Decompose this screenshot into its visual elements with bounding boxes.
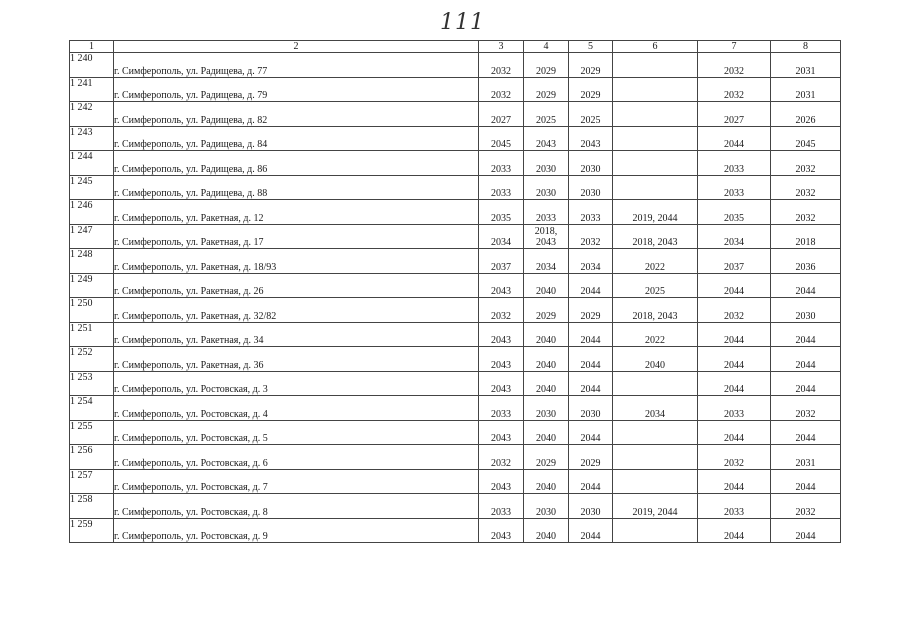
col4-cell: 2030 (524, 151, 569, 176)
row-number: 1 255 (70, 420, 114, 445)
address-cell: г. Симферополь, ул. Ростовская, д. 4 (114, 396, 479, 421)
col3-cell: 2043 (479, 518, 524, 543)
table-row (70, 77, 841, 102)
col8-cell: 2044 (771, 371, 841, 396)
table-row (70, 445, 841, 470)
row-number: 1 250 (70, 298, 114, 323)
col7-cell: 2044 (698, 371, 771, 396)
col8-cell: 2044 (771, 347, 841, 372)
col5-cell: 2025 (569, 102, 613, 127)
col8-cell: 2044 (771, 273, 841, 298)
col6-cell: 2019, 2044 (613, 200, 698, 225)
col3-cell: 2043 (479, 347, 524, 372)
row-number: 1 243 (70, 126, 114, 151)
col4-cell: 2018, 2043 (524, 224, 569, 249)
column-header: 3 (479, 41, 524, 53)
col4-cell: 2030 (524, 396, 569, 421)
table-row (70, 518, 841, 543)
table-row (70, 200, 841, 225)
col5-cell: 2030 (569, 175, 613, 200)
table-row (70, 494, 841, 519)
col4-cell: 2033 (524, 200, 569, 225)
col5-cell: 2044 (569, 420, 613, 445)
row-number: 1 248 (70, 249, 114, 274)
col7-cell: 2032 (698, 445, 771, 470)
table-row (70, 371, 841, 396)
address-cell: г. Симферополь, ул. Радищева, д. 84 (114, 126, 479, 151)
table-row (70, 126, 841, 151)
col5-cell: 2033 (569, 200, 613, 225)
col3-cell: 2043 (479, 371, 524, 396)
col7-cell: 2033 (698, 151, 771, 176)
column-header: 2 (114, 41, 479, 53)
col5-cell: 2030 (569, 494, 613, 519)
col8-cell: 2018 (771, 224, 841, 249)
col6-cell: 2022 (613, 322, 698, 347)
row-number: 1 241 (70, 77, 114, 102)
row-number: 1 240 (70, 53, 114, 78)
address-cell: г. Симферополь, ул. Ракетная, д. 32/82 (114, 298, 479, 323)
col3-cell: 2035 (479, 200, 524, 225)
row-number: 1 252 (70, 347, 114, 372)
col3-cell: 2032 (479, 298, 524, 323)
address-cell: г. Симферополь, ул. Радищева, д. 82 (114, 102, 479, 127)
col6-cell (613, 420, 698, 445)
table-row (70, 53, 841, 78)
column-header: 7 (698, 41, 771, 53)
row-number: 1 242 (70, 102, 114, 127)
col6-cell: 2018, 2043 (613, 298, 698, 323)
col6-cell (613, 126, 698, 151)
col5-cell: 2044 (569, 371, 613, 396)
col8-cell: 2031 (771, 445, 841, 470)
col5-cell: 2029 (569, 298, 613, 323)
col8-cell: 2044 (771, 518, 841, 543)
table-row (70, 298, 841, 323)
page-number: 111 (440, 10, 485, 35)
col8-cell: 2036 (771, 249, 841, 274)
col3-cell: 2043 (479, 322, 524, 347)
row-number: 1 259 (70, 518, 114, 543)
address-cell: г. Симферополь, ул. Радищева, д. 86 (114, 151, 479, 176)
col8-cell: 2032 (771, 396, 841, 421)
address-cell: г. Симферополь, ул. Ростовская, д. 6 (114, 445, 479, 470)
col6-cell (613, 53, 698, 78)
col5-cell: 2044 (569, 518, 613, 543)
address-cell: г. Симферополь, ул. Ракетная, д. 18/93 (114, 249, 479, 274)
col8-cell: 2031 (771, 77, 841, 102)
col7-cell: 2027 (698, 102, 771, 127)
col7-cell: 2032 (698, 53, 771, 78)
col3-cell: 2032 (479, 77, 524, 102)
col8-cell: 2032 (771, 175, 841, 200)
registry-table (69, 40, 841, 543)
col5-cell: 2043 (569, 126, 613, 151)
col5-cell: 2030 (569, 151, 613, 176)
row-number: 1 258 (70, 494, 114, 519)
col6-cell (613, 445, 698, 470)
address-cell: г. Симферополь, ул. Ракетная, д. 34 (114, 322, 479, 347)
table-row (70, 102, 841, 127)
col4-cell: 2040 (524, 273, 569, 298)
address-cell: г. Симферополь, ул. Ростовская, д. 5 (114, 420, 479, 445)
column-header: 1 (70, 41, 114, 53)
col6-cell (613, 102, 698, 127)
column-header: 4 (524, 41, 569, 53)
table-row (70, 151, 841, 176)
col6-cell (613, 77, 698, 102)
col7-cell: 2044 (698, 126, 771, 151)
col7-cell: 2032 (698, 77, 771, 102)
row-number: 1 247 (70, 224, 114, 249)
col3-cell: 2034 (479, 224, 524, 249)
col6-cell (613, 469, 698, 494)
table-row (70, 249, 841, 274)
col3-cell: 2033 (479, 494, 524, 519)
col7-cell: 2044 (698, 420, 771, 445)
col6-cell: 2019, 2044 (613, 494, 698, 519)
col4-cell: 2040 (524, 469, 569, 494)
row-number: 1 254 (70, 396, 114, 421)
col6-cell (613, 151, 698, 176)
col3-cell: 2032 (479, 445, 524, 470)
col3-cell: 2043 (479, 420, 524, 445)
col7-cell: 2044 (698, 347, 771, 372)
col5-cell: 2044 (569, 347, 613, 372)
column-header: 5 (569, 41, 613, 53)
col8-cell: 2032 (771, 494, 841, 519)
col6-cell: 2018, 2043 (613, 224, 698, 249)
row-number: 1 245 (70, 175, 114, 200)
col8-cell: 2032 (771, 200, 841, 225)
table-row (70, 420, 841, 445)
col7-cell: 2033 (698, 494, 771, 519)
col8-cell: 2026 (771, 102, 841, 127)
col5-cell: 2044 (569, 469, 613, 494)
col7-cell: 2032 (698, 298, 771, 323)
address-cell: г. Симферополь, ул. Ростовская, д. 7 (114, 469, 479, 494)
col8-cell: 2045 (771, 126, 841, 151)
col4-cell: 2029 (524, 445, 569, 470)
address-cell: г. Симферополь, ул. Радищева, д. 88 (114, 175, 479, 200)
address-cell: г. Симферополь, ул. Ростовская, д. 3 (114, 371, 479, 396)
col4-cell: 2043 (524, 126, 569, 151)
col6-cell: 2034 (613, 396, 698, 421)
table-row (70, 347, 841, 372)
col7-cell: 2033 (698, 175, 771, 200)
col4-cell: 2030 (524, 175, 569, 200)
col8-cell: 2031 (771, 53, 841, 78)
col4-cell: 2040 (524, 420, 569, 445)
col8-cell: 2044 (771, 322, 841, 347)
col7-cell: 2044 (698, 469, 771, 494)
address-cell: г. Симферополь, ул. Радищева, д. 79 (114, 77, 479, 102)
col4-cell: 2029 (524, 53, 569, 78)
table-row (70, 469, 841, 494)
col4-cell: 2040 (524, 518, 569, 543)
col6-cell (613, 518, 698, 543)
col7-cell: 2037 (698, 249, 771, 274)
col3-cell: 2032 (479, 53, 524, 78)
row-number: 1 246 (70, 200, 114, 225)
col3-cell: 2033 (479, 396, 524, 421)
col7-cell: 2044 (698, 273, 771, 298)
col7-cell: 2035 (698, 200, 771, 225)
col5-cell: 2029 (569, 77, 613, 102)
col3-cell: 2043 (479, 469, 524, 494)
col3-cell: 2033 (479, 151, 524, 176)
col3-cell: 2045 (479, 126, 524, 151)
col3-cell: 2043 (479, 273, 524, 298)
col4-cell: 2029 (524, 77, 569, 102)
col4-cell: 2030 (524, 494, 569, 519)
address-cell: г. Симферополь, ул. Ростовская, д. 9 (114, 518, 479, 543)
row-number: 1 253 (70, 371, 114, 396)
col4-cell: 2040 (524, 371, 569, 396)
col7-cell: 2033 (698, 396, 771, 421)
col5-cell: 2044 (569, 322, 613, 347)
address-cell: г. Симферополь, ул. Радищева, д. 77 (114, 53, 479, 78)
table-row (70, 175, 841, 200)
table-row (70, 273, 841, 298)
col8-cell: 2044 (771, 469, 841, 494)
col8-cell: 2044 (771, 420, 841, 445)
col7-cell: 2044 (698, 322, 771, 347)
column-header: 8 (771, 41, 841, 53)
col5-cell: 2030 (569, 396, 613, 421)
col6-cell (613, 175, 698, 200)
col4-cell: 2029 (524, 298, 569, 323)
col4-cell: 2025 (524, 102, 569, 127)
col5-cell: 2044 (569, 273, 613, 298)
col8-cell: 2032 (771, 151, 841, 176)
col3-cell: 2037 (479, 249, 524, 274)
address-cell: г. Симферополь, ул. Ростовская, д. 8 (114, 494, 479, 519)
col6-cell: 2040 (613, 347, 698, 372)
col5-cell: 2029 (569, 53, 613, 78)
col5-cell: 2032 (569, 224, 613, 249)
table-row (70, 322, 841, 347)
row-number: 1 257 (70, 469, 114, 494)
row-number: 1 256 (70, 445, 114, 470)
table-row (70, 224, 841, 249)
column-header: 6 (613, 41, 698, 53)
row-number: 1 249 (70, 273, 114, 298)
col6-cell: 2022 (613, 249, 698, 274)
table-body (70, 53, 841, 543)
col3-cell: 2027 (479, 102, 524, 127)
row-number: 1 251 (70, 322, 114, 347)
col4-cell: 2040 (524, 322, 569, 347)
col7-cell: 2044 (698, 518, 771, 543)
address-cell: г. Симферополь, ул. Ракетная, д. 36 (114, 347, 479, 372)
col3-cell: 2033 (479, 175, 524, 200)
col5-cell: 2034 (569, 249, 613, 274)
address-cell: г. Симферополь, ул. Ракетная, д. 12 (114, 200, 479, 225)
col6-cell (613, 371, 698, 396)
col5-cell: 2029 (569, 445, 613, 470)
address-cell: г. Симферополь, ул. Ракетная, д. 26 (114, 273, 479, 298)
col6-cell: 2025 (613, 273, 698, 298)
col4-cell: 2040 (524, 347, 569, 372)
address-cell: г. Симферополь, ул. Ракетная, д. 17 (114, 224, 479, 249)
table-row (70, 396, 841, 421)
col4-cell: 2034 (524, 249, 569, 274)
col8-cell: 2030 (771, 298, 841, 323)
col7-cell: 2034 (698, 224, 771, 249)
row-number: 1 244 (70, 151, 114, 176)
header-row (70, 41, 841, 53)
